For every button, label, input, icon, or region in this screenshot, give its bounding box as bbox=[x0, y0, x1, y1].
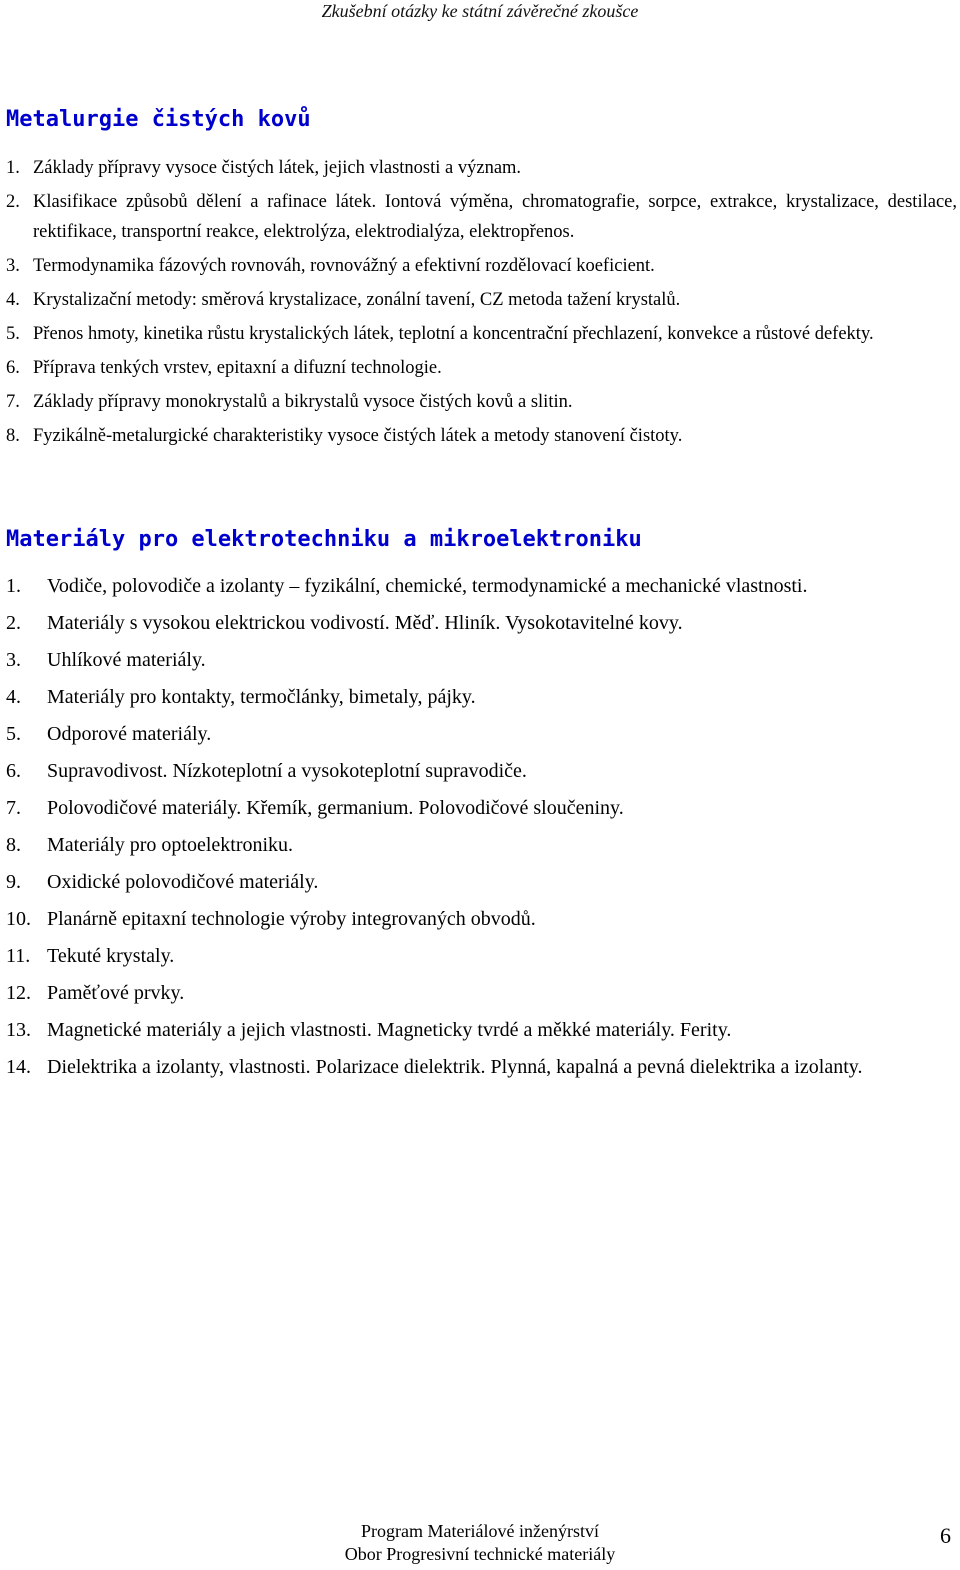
list-item bbox=[6, 793, 957, 823]
item-text: Materiály s vysokou elektrickou vodivostí. Měď. Hliník. Vysokotavitelné kovy. bbox=[47, 612, 683, 634]
list-item bbox=[6, 387, 957, 417]
item-number: 10. bbox=[6, 908, 31, 930]
list-item bbox=[6, 1052, 957, 1082]
item-text: Planárně epitaxní technologie výroby integrovaných obvodů. bbox=[47, 908, 536, 930]
question-list-materialy bbox=[6, 571, 957, 1089]
item-number: 3. bbox=[6, 256, 20, 276]
list-item bbox=[6, 153, 957, 183]
item-number: 13. bbox=[6, 1019, 31, 1041]
item-number: 2. bbox=[6, 612, 21, 634]
item-text: Odporové materiály. bbox=[47, 723, 212, 745]
item-number: 7. bbox=[6, 797, 21, 819]
footer-program: Program Materiálové inženýrství bbox=[361, 1521, 599, 1541]
list-item bbox=[6, 571, 957, 601]
list-item bbox=[6, 867, 957, 897]
item-text: Magnetické materiály a jejich vlastnosti. Magneticky tvrdé a měkké materiály. Ferity. bbox=[47, 1019, 732, 1041]
list-item bbox=[6, 319, 957, 349]
list-item bbox=[6, 187, 957, 247]
item-text: Oxidické polovodičové materiály. bbox=[47, 871, 319, 893]
item-number: 1. bbox=[6, 158, 20, 178]
item-text: Uhlíkové materiály. bbox=[47, 649, 206, 671]
item-number: 5. bbox=[6, 723, 21, 745]
item-number: 6. bbox=[6, 358, 20, 378]
item-number: 3. bbox=[6, 649, 21, 671]
item-text: Klasifikace způsobů dělení a rafinace látek. Iontová výměna, chromatografie, sorpce, extrakce, krystalizace, destilace, rektifikace, transportní reakce, elektrolýza, elektrodialýza, elektropřenos. bbox=[33, 192, 957, 242]
page-footer bbox=[0, 1520, 960, 1566]
item-number: 14. bbox=[6, 1056, 31, 1078]
item-text: Supravodivost. Nízkoteplotní a vysokoteplotní supravodiče. bbox=[47, 760, 527, 782]
list-item bbox=[6, 904, 957, 934]
item-text: Polovodičové materiály. Křemík, germanium. Polovodičové sloučeniny. bbox=[47, 797, 624, 819]
item-text: Vodiče, polovodiče a izolanty – fyzikální, chemické, termodynamické a mechanické vlastnosti. bbox=[47, 575, 808, 597]
item-number: 4. bbox=[6, 686, 21, 708]
item-number: 9. bbox=[6, 871, 21, 893]
item-text: Krystalizační metody: směrová krystalizace, zonální tavení, CZ metoda tažení krystalů. bbox=[33, 290, 681, 310]
item-number: 12. bbox=[6, 982, 31, 1004]
section-title-metalurgie: Metalurgie čistých kovů bbox=[6, 107, 311, 132]
item-number: 7. bbox=[6, 392, 20, 412]
item-text: Základy přípravy vysoce čistých látek, jejich vlastnosti a význam. bbox=[33, 158, 522, 178]
list-item bbox=[6, 1015, 957, 1045]
item-text: Materiály pro optoelektroniku. bbox=[47, 834, 294, 856]
item-text: Fyzikálně-metalurgické charakteristiky vysoce čistých látek a metody stanovení čistoty. bbox=[33, 426, 683, 446]
item-number: 4. bbox=[6, 290, 20, 310]
item-text: Přenos hmoty, kinetika růstu krystalických látek, teplotní a koncentrační přechlazení, konvekce a růstové defekty. bbox=[33, 324, 874, 344]
item-number: 2. bbox=[6, 192, 20, 212]
item-text: Dielektrika a izolanty, vlastnosti. Polarizace dielektrik. Plynná, kapalná a pevná dielektrika a izolanty. bbox=[47, 1056, 863, 1078]
list-item bbox=[6, 719, 957, 749]
list-item bbox=[6, 978, 957, 1008]
question-list-metalurgie bbox=[6, 153, 957, 455]
item-text: Materiály pro kontakty, termočlánky, bimetaly, pájky. bbox=[47, 686, 476, 708]
page-header: Zkušební otázky ke státní závěrečné zkoušce bbox=[321, 1, 639, 21]
list-item bbox=[6, 830, 957, 860]
item-number: 11. bbox=[6, 945, 31, 967]
section-title-materialy: Materiály pro elektrotechniku a mikroelektroniku bbox=[6, 527, 642, 552]
page-number: 6 bbox=[940, 1523, 951, 1548]
item-text: Příprava tenkých vrstev, epitaxní a difuzní technologie. bbox=[33, 358, 442, 378]
list-item bbox=[6, 682, 957, 712]
list-item bbox=[6, 353, 957, 383]
item-text: Paměťové prvky. bbox=[47, 982, 185, 1004]
item-number: 1. bbox=[6, 575, 21, 597]
item-number: 8. bbox=[6, 426, 20, 446]
item-number: 5. bbox=[6, 324, 20, 344]
footer-obor: Obor Progresivní technické materiály bbox=[344, 1544, 616, 1564]
list-item bbox=[6, 285, 957, 315]
list-item bbox=[6, 421, 957, 451]
item-text: Základy přípravy monokrystalů a bikrystalů vysoce čistých kovů a slitin. bbox=[33, 392, 573, 412]
item-number: 6. bbox=[6, 760, 21, 782]
list-item bbox=[6, 608, 957, 638]
item-number: 8. bbox=[6, 834, 21, 856]
item-text: Termodynamika fázových rovnováh, rovnovážný a efektivní rozdělovací koeficient. bbox=[33, 256, 655, 276]
list-item bbox=[6, 251, 957, 281]
list-item bbox=[6, 645, 957, 675]
list-item bbox=[6, 941, 957, 971]
item-text: Tekuté krystaly. bbox=[47, 945, 175, 967]
list-item bbox=[6, 756, 957, 786]
